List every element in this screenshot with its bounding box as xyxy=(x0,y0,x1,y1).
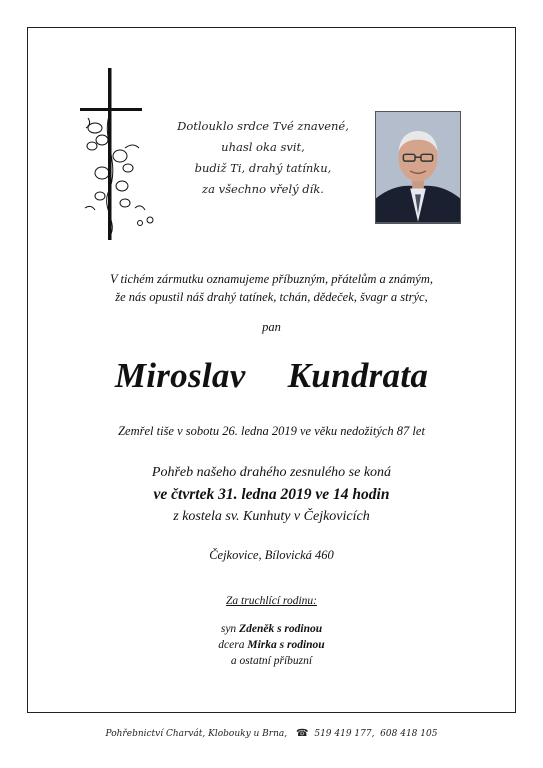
funeral-date-time: ve čtvrtek 31. ledna 2019 ve 14 hodin xyxy=(153,486,390,503)
funeral-home-name: Pohřebnictví Charvát, Klobouky u Brna, xyxy=(105,729,288,739)
portrait-photo xyxy=(375,111,461,224)
announcement-line: V tichém zármutku oznamujeme příbuzným, přátelům a známým, xyxy=(110,272,433,286)
verse-line: budiž Ti, drahý tatínku, xyxy=(194,161,332,175)
funeral-details xyxy=(40,462,503,528)
deceased-name: Miroslav Kundrata xyxy=(114,356,429,395)
home-address: Čejkovice, Bílovická 460 xyxy=(209,548,334,562)
cross-with-flowers-icon xyxy=(80,68,162,240)
announcement-text xyxy=(60,270,483,306)
family-heading: Za truchlící rodinu: xyxy=(226,595,317,607)
verse-line: Dotlouklo srdce Tvé znavené, xyxy=(177,119,349,133)
family-member: dcera Mirka s rodinou xyxy=(218,639,325,651)
funeral-location: z kostela sv. Kunhuty v Čejkovicích xyxy=(173,509,370,524)
announcement-line: že nás opustil náš drahý tatínek, tchán, dědeček, švagr a strýc, xyxy=(115,290,428,304)
memorial-verse xyxy=(168,116,358,200)
verse-line: uhasl oka svit, xyxy=(221,140,305,154)
death-notice: Zemřel tiše v sobotu 26. ledna 2019 ve věku nedožitých 87 let xyxy=(118,424,425,438)
telephone-icon: ☎ xyxy=(296,728,309,739)
family-member: a ostatní příbuzní xyxy=(230,655,313,667)
mourning-family xyxy=(40,593,503,669)
salutation: pan xyxy=(262,320,281,334)
verse-line: za všechno vřelý dík. xyxy=(202,182,324,196)
family-member: syn Zdeněk s rodinou xyxy=(220,623,323,635)
funeral-intro: Pohřeb našeho drahého zesnulého se koná xyxy=(151,465,392,480)
funeral-home-footer xyxy=(20,728,523,739)
funeral-home-phones: 519 419 177, 608 418 105 xyxy=(314,729,438,739)
